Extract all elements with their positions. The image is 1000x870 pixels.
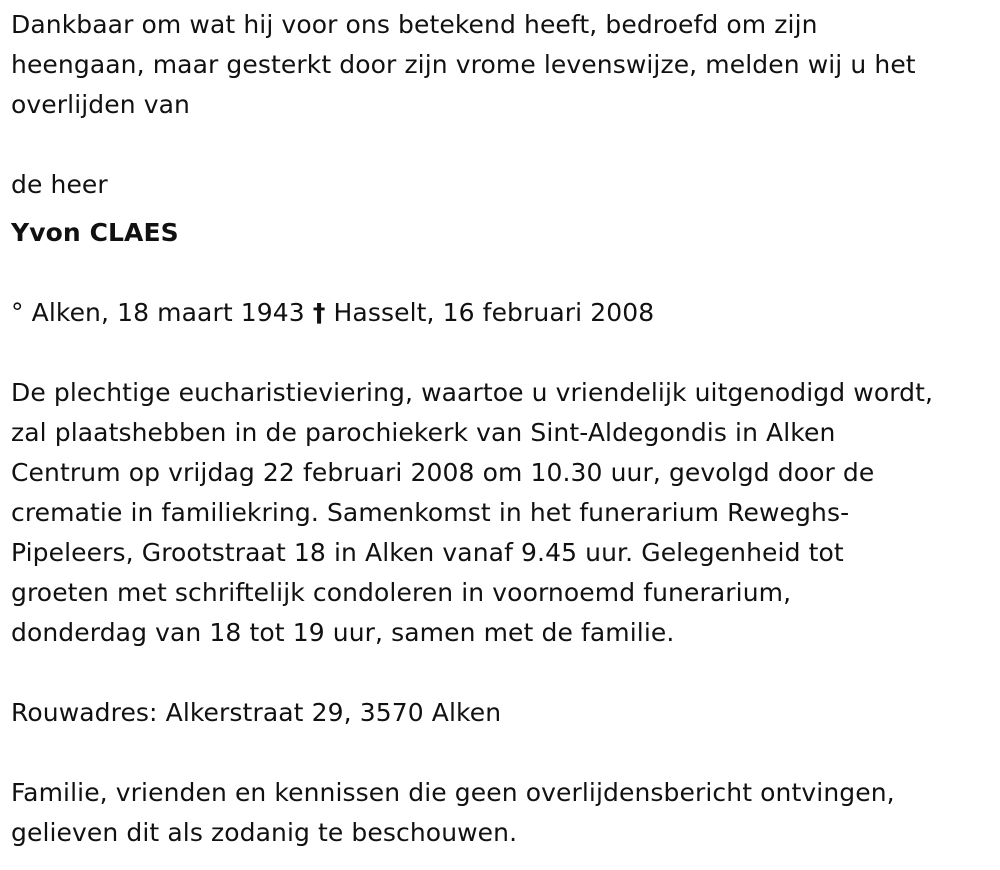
spacer <box>11 125 1000 165</box>
birth-info: ° Alken, 18 maart 1943 <box>11 298 305 327</box>
spacer <box>11 253 1000 293</box>
closing-paragraph: Familie, vrienden en kennissen die geen overlijdensbericht ontvingen, gelieven dit als zodanig te beschouwen. <box>11 778 895 847</box>
title-prefix: de heer <box>11 170 108 199</box>
death-info: Hasselt, 16 februari 2008 <box>333 298 655 327</box>
spacer <box>11 733 1000 773</box>
spacer <box>11 333 1000 373</box>
cross-icon: † <box>312 298 326 327</box>
mourning-address: Rouwadres: Alkerstraat 29, 3570 Alken <box>11 698 502 727</box>
deceased-name: Yvon CLAES <box>11 218 179 247</box>
life-dates <box>11 293 1000 333</box>
service-paragraph: De plechtige eucharistieviering, waartoe u vriendelijk uitgenodigd wordt, zal plaatshebben in de parochiekerk van Sint-Aldegondis in Alken Centrum op vrijdag 22 februari 2008 om 10.30 uur, gevolgd door de crematie in familiekring. Samenkomst in het funerarium Reweghs- Pipeleers, Grootstraat 18 in Alken vanaf 9.45 uur. Gelegenheid tot groeten met schriftelijk condoleren in voornoemd funerarium, donderdag van 18 tot 19 uur, samen met de familie. <box>11 378 934 647</box>
spacer <box>11 653 1000 693</box>
intro-paragraph: Dankbaar om wat hij voor ons betekend heeft, bedroefd om zijn heengaan, maar gesterkt door zijn vrome levenswijze, melden wij u het overlijden van <box>11 10 916 119</box>
